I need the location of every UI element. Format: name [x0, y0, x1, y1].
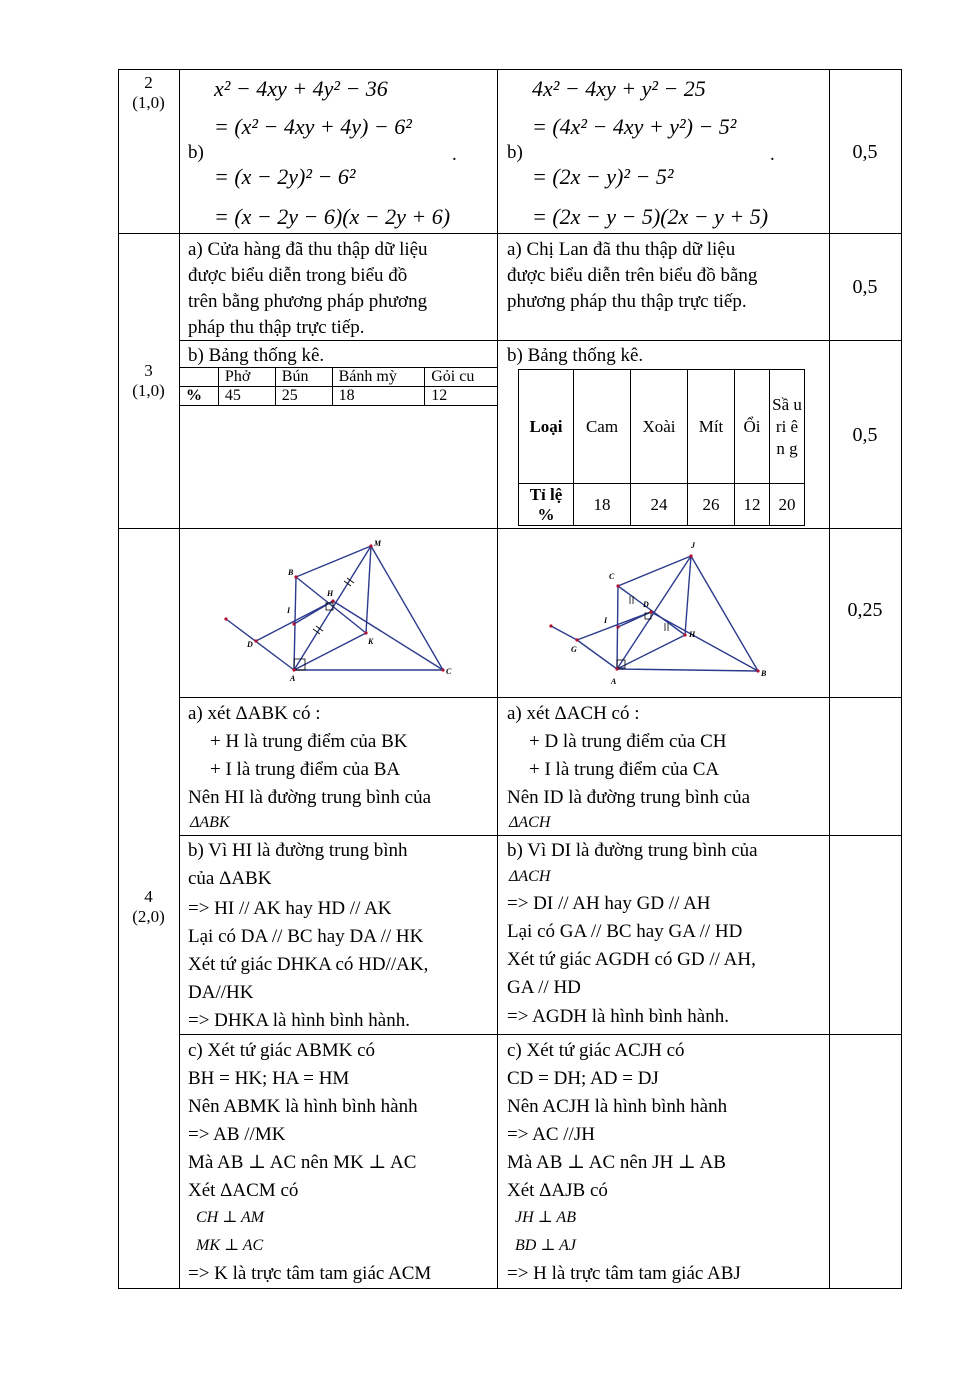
score: 0,5	[852, 141, 878, 163]
table-cell: 18	[574, 484, 631, 526]
math-line: x² − 4xy + 4y² − 36	[214, 76, 388, 101]
answer-line: ΔACH	[509, 868, 551, 885]
answer-line: Lại có GA // BC hay GA // HD	[507, 921, 743, 942]
answer-line: GA // HD	[507, 977, 581, 998]
geometry-figure-right	[543, 539, 793, 689]
answer-line: => AC //JH	[507, 1124, 595, 1145]
answer-line: ΔABK	[190, 814, 230, 831]
question-number: 4 (2,0)	[132, 887, 165, 926]
answer-line: BD ⊥ AJ	[515, 1237, 576, 1254]
answer-line: Nên ACJH là hình bình hành	[507, 1096, 728, 1117]
answer-line: + I là trung điểm của CA	[529, 759, 720, 780]
part-label: b)	[188, 142, 204, 163]
answer-line: b) Bảng thống kê.	[188, 345, 325, 366]
rule	[118, 69, 902, 70]
answer-line: Xét tứ giác DHKA có HD//AK,	[188, 954, 429, 975]
answer-line: Xét tứ giác AGDH có GD // AH,	[507, 949, 756, 970]
table-cell: Loại	[519, 370, 574, 484]
answer-line: c) Xét tứ giác ACJH có	[507, 1040, 685, 1061]
score: 0,25	[847, 599, 883, 621]
answer-line: Nên ID là đường trung bình của	[507, 787, 751, 808]
score: 0,5	[852, 276, 878, 298]
point-label: H	[327, 589, 334, 598]
answer-line: của ΔABK	[188, 868, 272, 889]
table-cell: 20	[770, 484, 805, 526]
answer-line: => HI // AK hay HD // AK	[188, 898, 392, 919]
point-label: H	[689, 630, 696, 639]
table-cell: 45	[218, 387, 275, 406]
answer-line: trên bằng phương pháp phương	[188, 291, 428, 312]
point-label: B	[761, 669, 767, 678]
answer-line: Mà AB ⊥ AC nên JH ⊥ AB	[507, 1152, 726, 1173]
rule	[179, 697, 902, 698]
answer-line: b) Vì HI là đường trung bình	[188, 840, 408, 861]
table-cell: 12	[735, 484, 770, 526]
table-cell: %	[180, 387, 219, 406]
table-cell: Phở	[218, 368, 275, 387]
answer-line: Xét ΔACM có	[188, 1180, 299, 1201]
table-cell: 12	[425, 387, 497, 406]
answer-line: Lại có DA // BC hay DA // HK	[188, 926, 424, 947]
left-stat-table-clip	[179, 367, 497, 417]
table-cell: 26	[688, 484, 735, 526]
table-cell: Bánh mỳ	[332, 368, 425, 387]
answer-line: c) Xét tứ giác ABMK có	[188, 1040, 376, 1061]
answer-key-table	[118, 69, 902, 1289]
math-line: = (2x − y)² − 5²	[532, 164, 674, 189]
period: .	[770, 144, 775, 165]
point-label: C	[609, 572, 615, 581]
point-label: B	[288, 568, 294, 577]
question-number: 3 (1,0)	[132, 361, 165, 400]
point-label: K	[368, 637, 374, 646]
answer-line: được biểu diễn trong biểu đồ	[188, 265, 408, 286]
point-label: D	[643, 600, 649, 609]
answer-line: + I là trung điểm của BA	[210, 759, 401, 780]
rule	[118, 1288, 902, 1289]
part-label: b)	[507, 142, 523, 163]
point-label: A	[611, 677, 617, 686]
point-label: D	[247, 640, 253, 649]
answer-line: DA//HK	[188, 982, 254, 1003]
answer-line: pháp thu thập trực tiếp.	[188, 317, 365, 338]
rule	[118, 69, 119, 1289]
answer-line: a) xét ΔABK có :	[188, 703, 321, 724]
answer-line: JH ⊥ AB	[515, 1209, 576, 1226]
geometry-figure-left	[216, 539, 466, 689]
table-cell	[180, 368, 219, 387]
table-cell: Sầ u ri ên g	[770, 370, 805, 484]
rule	[829, 69, 830, 1289]
rule	[497, 69, 498, 1289]
rule	[901, 69, 902, 1289]
question-number: 2 (1,0)	[132, 73, 165, 112]
table-cell: Tỉ lệ %	[519, 484, 574, 526]
math-line: = (x − 2y − 6)(x − 2y + 6)	[214, 204, 451, 229]
answer-line: => AGDH là hình bình hành.	[507, 1006, 729, 1027]
rule	[118, 528, 902, 529]
period: .	[452, 144, 457, 165]
answer-line: + H là trung điểm của BK	[210, 731, 408, 752]
answer-line: => DHKA là hình bình hành.	[188, 1010, 410, 1031]
answer-line: Xét ΔAJB có	[507, 1180, 608, 1201]
table-cell: Cam	[574, 370, 631, 484]
right-stat-table	[518, 369, 805, 526]
answer-line: ΔACH	[509, 814, 551, 831]
answer-line: b) Bảng thống kê.	[507, 345, 644, 366]
rule	[179, 1034, 902, 1035]
table-cell: 25	[275, 387, 332, 406]
answer-line: Nên ABMK là hình bình hành	[188, 1096, 418, 1117]
answer-line: CH ⊥ AM	[196, 1209, 265, 1226]
table-cell: Xoài	[631, 370, 688, 484]
math-line: = (4x² − 4xy + y²) − 5²	[532, 114, 737, 139]
point-label: A	[290, 674, 296, 683]
answer-line: CD = DH; AD = DJ	[507, 1068, 659, 1089]
answer-line: => DI // AH hay GD // AH	[507, 893, 711, 914]
answer-line: BH = HK; HA = HM	[188, 1068, 350, 1089]
answer-line: a) xét ΔACH có :	[507, 703, 640, 724]
answer-line: => K là trực tâm tam giác ACM	[188, 1263, 432, 1284]
point-label: C	[446, 667, 452, 676]
math-line: = (x² − 4xy + 4y) − 6²	[214, 114, 412, 139]
table-cell: 18	[332, 387, 425, 406]
point-label: J	[691, 541, 695, 550]
answer-line: a) Chị Lan đã thu thập dữ liệu	[507, 239, 736, 260]
answer-line: phương pháp thu thập trực tiếp.	[507, 291, 747, 312]
table-cell: Mít	[688, 370, 735, 484]
answer-line: Nên HI là đường trung bình của	[188, 787, 432, 808]
answer-line: + D là trung điểm của CH	[529, 731, 727, 752]
point-label: G	[571, 645, 577, 654]
point-label: I	[287, 606, 291, 615]
math-line: = (x − 2y)² − 6²	[214, 164, 356, 189]
answer-line: MK ⊥ AC	[196, 1237, 264, 1254]
table-cell: Bún	[275, 368, 332, 387]
table-cell: Ổi	[735, 370, 770, 484]
answer-line: => AB //MK	[188, 1124, 286, 1145]
answer-line: được biểu diễn trên biểu đồ bằng	[507, 265, 758, 286]
point-label: M	[374, 539, 382, 548]
table-cell: Gỏi cu	[425, 368, 497, 387]
answer-line: => H là trực tâm tam giác ABJ	[507, 1263, 741, 1284]
answer-line: b) Vì DI là đường trung bình của	[507, 840, 758, 861]
table-cell: 24	[631, 484, 688, 526]
left-stat-table	[179, 367, 497, 406]
math-line: = (2x − y − 5)(2x − y + 5)	[532, 204, 769, 229]
score: 0,5	[852, 424, 878, 446]
point-label: I	[604, 616, 608, 625]
math-line: 4x² − 4xy + y² − 25	[532, 76, 706, 101]
answer-line: a) Cửa hàng đã thu thập dữ liệu	[188, 239, 428, 260]
rule	[179, 69, 180, 1289]
answer-line: Mà AB ⊥ AC nên MK ⊥ AC	[188, 1152, 417, 1173]
